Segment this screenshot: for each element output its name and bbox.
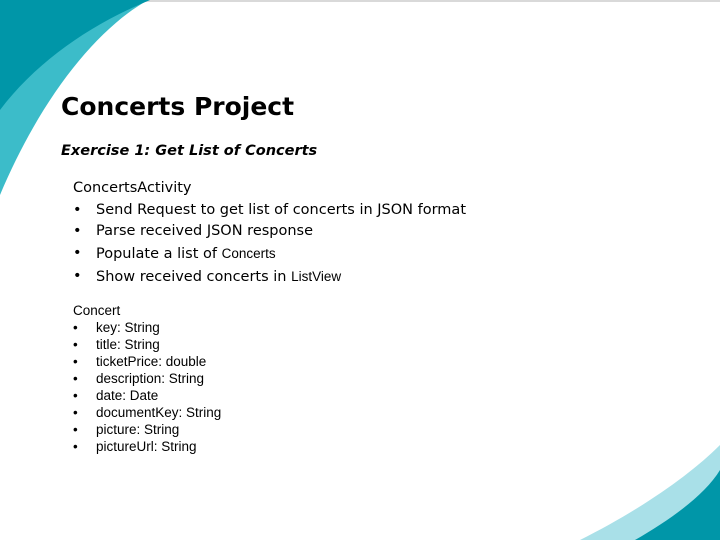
- model-section: [73, 302, 221, 455]
- list-item-text: Parse received JSON response: [96, 223, 314, 240]
- field-text: title: String: [96, 337, 160, 352]
- field-text: key: String: [96, 320, 160, 335]
- bullet: •: [73, 439, 78, 454]
- field-text: picture: String: [96, 422, 180, 437]
- slide-subtitle: Exercise 1: Get List of Concerts: [61, 143, 318, 159]
- model-heading: Concert: [73, 303, 121, 318]
- bullet: •: [73, 371, 78, 386]
- field-text: documentKey: String: [96, 405, 222, 420]
- field-item: [73, 319, 221, 336]
- list-item-text: Send Request to get list of concerts in JSON format: [96, 201, 467, 218]
- list-item-code: Concerts: [221, 246, 276, 262]
- list-item: [73, 221, 466, 243]
- field-item: [73, 438, 221, 455]
- list-item-text: Show received concerts in: [96, 268, 292, 285]
- bullet: •: [73, 320, 78, 335]
- field-item: [73, 336, 221, 353]
- field-text: pictureUrl: String: [96, 439, 197, 454]
- field-item: [73, 421, 221, 438]
- bullet: •: [73, 354, 78, 369]
- field-item: [73, 370, 221, 387]
- field-item: [73, 353, 221, 370]
- bullet: •: [73, 201, 82, 218]
- bullet: •: [73, 405, 78, 420]
- bullet: •: [73, 337, 78, 352]
- list-item: [73, 243, 466, 266]
- bullet: •: [73, 388, 78, 403]
- field-text: date: Date: [96, 388, 159, 403]
- list-item: [73, 200, 466, 222]
- activity-heading: ConcertsActivity: [73, 180, 192, 196]
- field-item: [73, 404, 221, 421]
- field-text: description: String: [96, 371, 205, 386]
- field-item: [73, 387, 221, 404]
- slide-title: Concerts Project: [61, 92, 295, 121]
- list-item-text: Populate a list of: [96, 246, 222, 263]
- bullet: •: [73, 422, 78, 437]
- bullet: •: [73, 267, 82, 284]
- bullet: •: [73, 223, 82, 240]
- list-item: [73, 266, 466, 289]
- bullet: •: [73, 245, 82, 262]
- list-item-code: ListView: [291, 268, 342, 284]
- activity-section: [73, 178, 466, 289]
- field-text: ticketPrice: double: [96, 354, 207, 369]
